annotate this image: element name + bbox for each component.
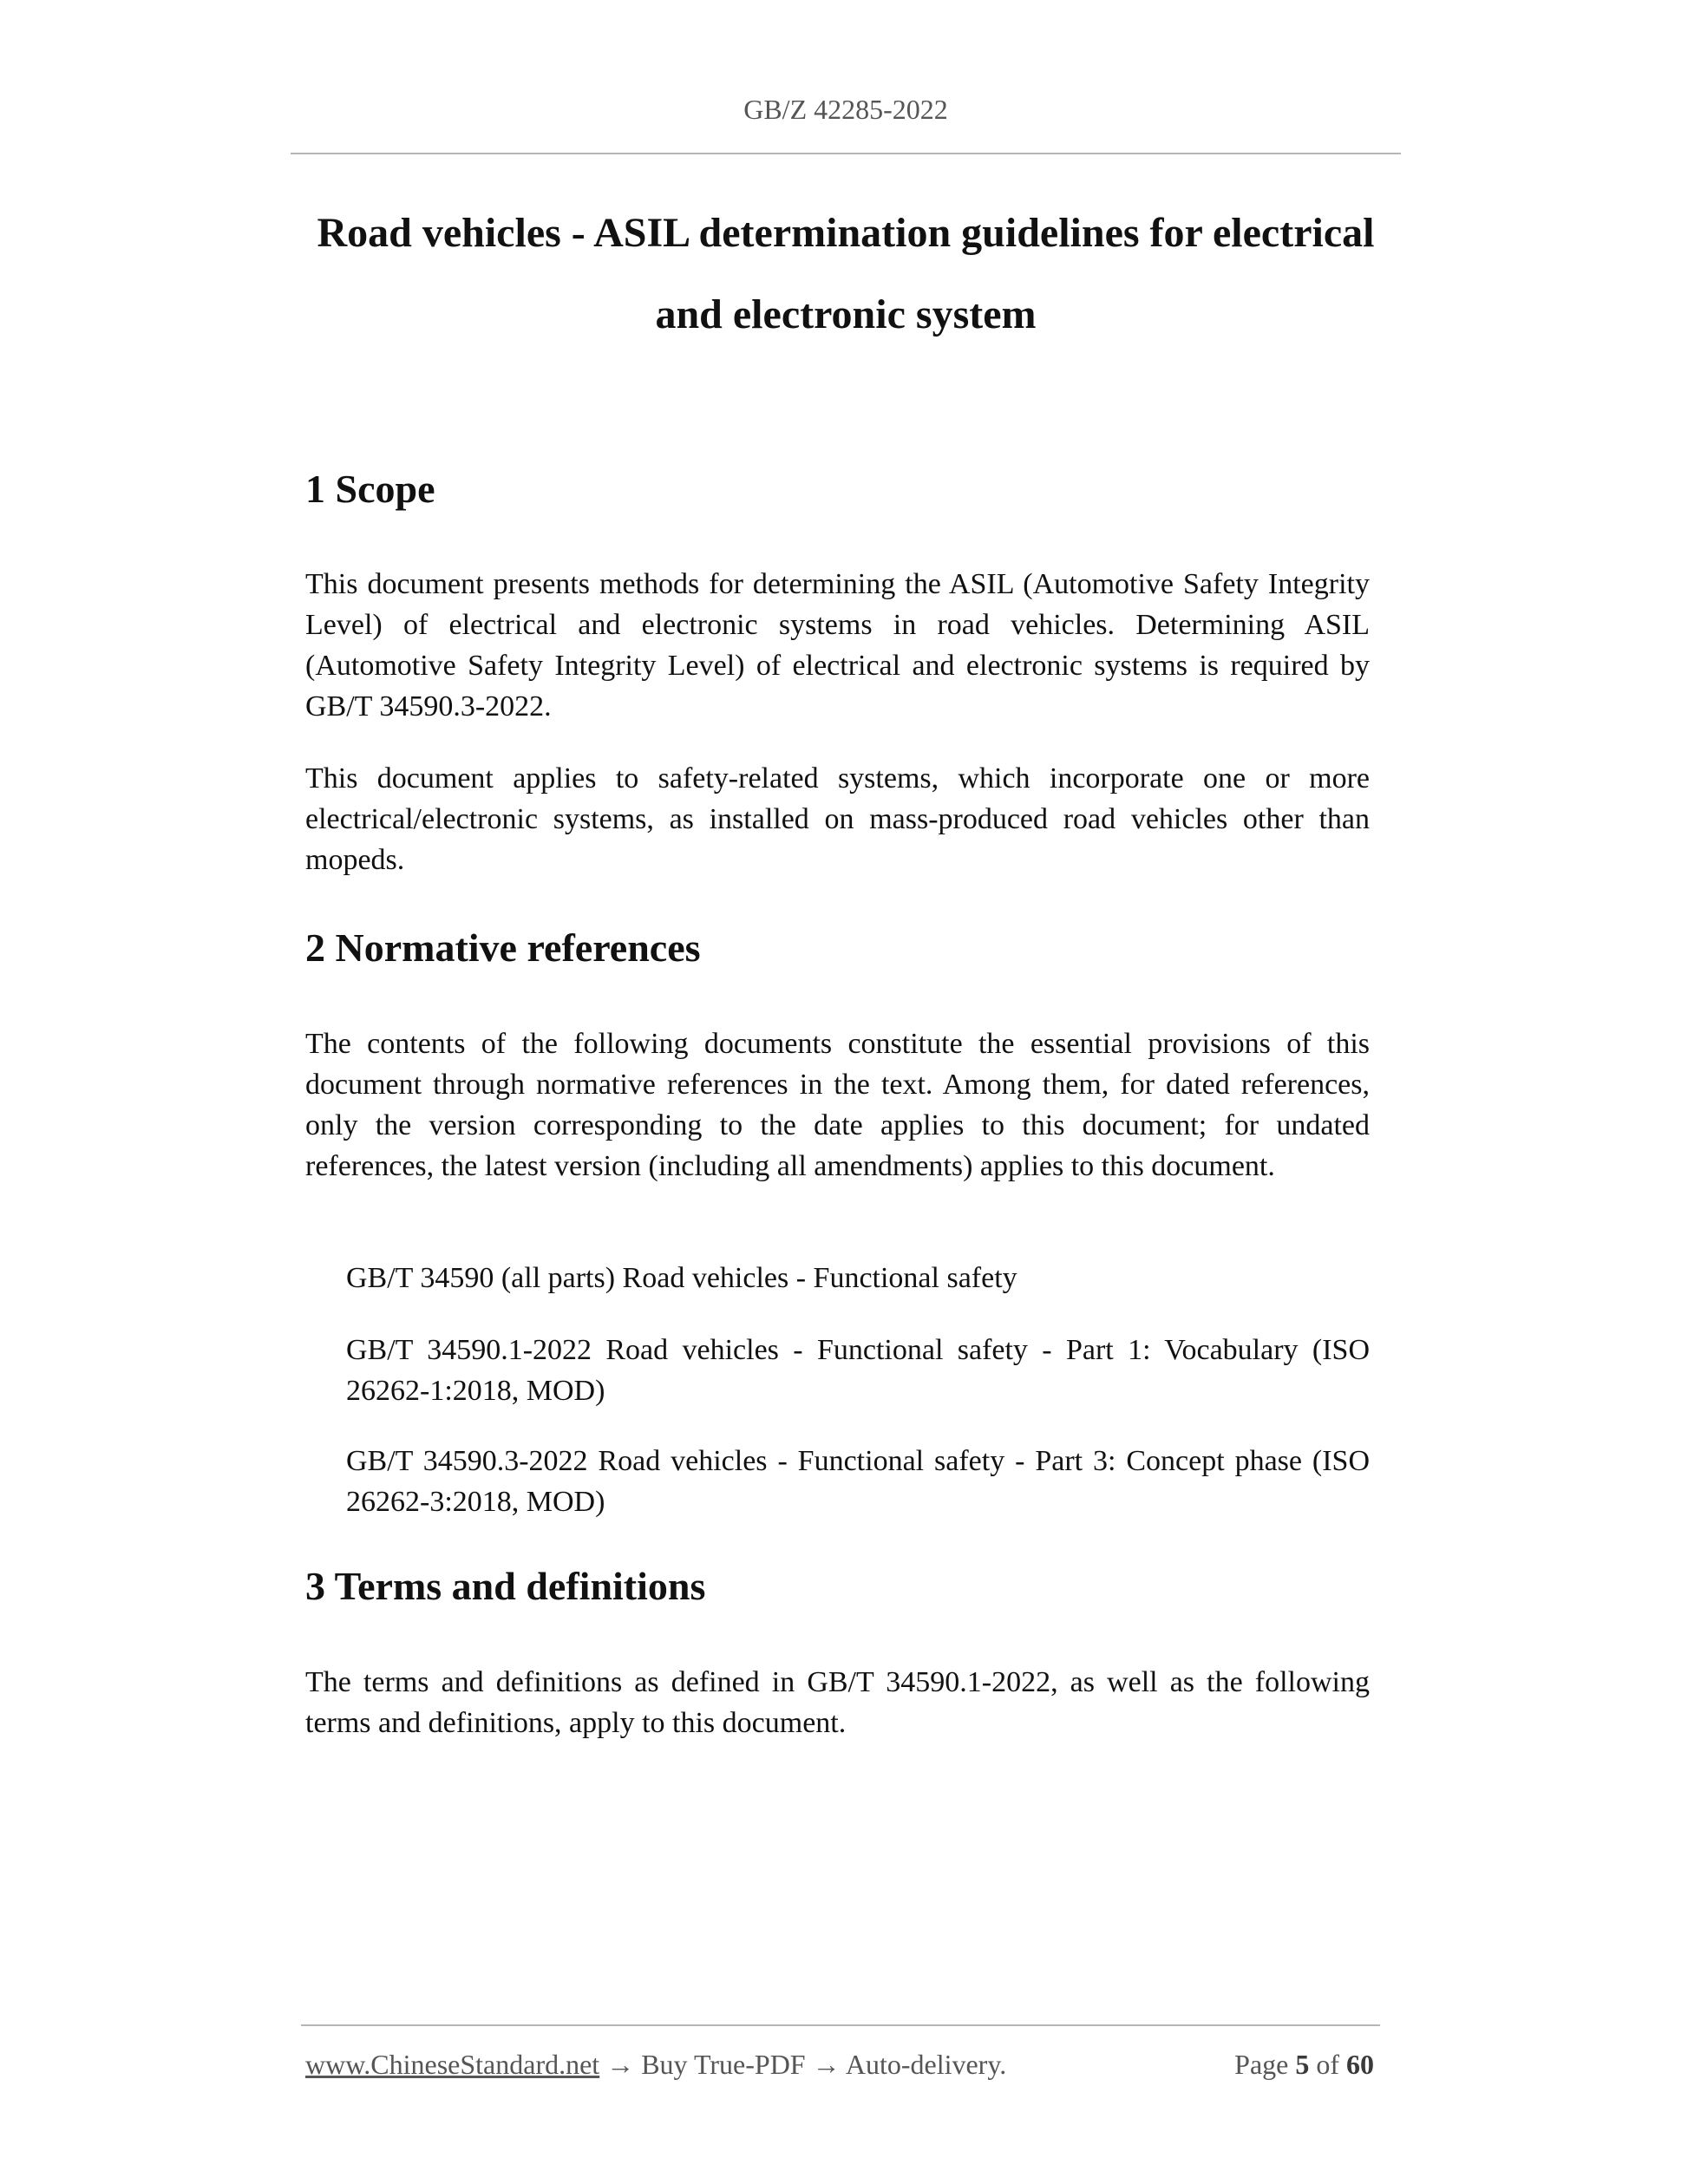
footer-auto-delivery-text: Auto-delivery.: [845, 2049, 1007, 2080]
page-header-doc-number: GB/Z 42285-2022: [743, 94, 948, 125]
arrow-right-icon: →: [606, 2049, 635, 2080]
page-number: [1234, 2049, 1374, 2081]
document-title-line-2: and electronic system: [655, 291, 1037, 337]
scope-paragraph-1: This document presents methods for determining the ASIL (Automotive Safety Integrity Level) of electrical and electronic systems in road vehicles. Determining ASIL (Automotive Safety Integrity Level) of electrical and electronic systems is required by GB/T 34590.3-2022.: [305, 568, 1370, 723]
terms-paragraph: The terms and definitions as defined in GB/T 34590.1-2022, as well as the following terms and definitions, apply to this document.: [305, 1666, 1370, 1739]
header-divider: [291, 153, 1401, 154]
footer-buy-text: Buy True-PDF: [641, 2049, 806, 2080]
normative-reference-3: GB/T 34590.3-2022 Road vehicles - Functional safety - Part 3: Concept phase (ISO 26262-3:2018, MOD): [346, 1445, 1370, 1518]
document-title-line-1: Road vehicles - ASIL determination guidelines for electrical: [317, 210, 1375, 256]
page-current: 5: [1295, 2049, 1310, 2080]
normative-reference-2: GB/T 34590.1-2022 Road vehicles - Functional safety - Part 1: Vocabulary (ISO 26262-1:2018, MOD): [346, 1334, 1370, 1407]
scope-paragraph-2: This document applies to safety-related systems, which incorporate one or more electrical/electronic systems, as installed on mass-produced road vehicles other than mopeds.: [305, 762, 1370, 876]
section-heading-terms: 3 Terms and definitions: [305, 1564, 706, 1608]
footer-divider: [301, 2024, 1380, 2026]
normative-reference-1: GB/T 34590 (all parts) Road vehicles - Functional safety: [346, 1262, 1017, 1294]
section-heading-normative-references: 2 Normative references: [305, 925, 701, 970]
footer-promo: [305, 2049, 1006, 2081]
document-title: [291, 193, 1401, 356]
section-heading-scope: 1 Scope: [305, 467, 435, 511]
page-total: 60: [1346, 2049, 1374, 2080]
page-of-label: of: [1316, 2049, 1339, 2080]
arrow-right-icon: →: [812, 2049, 841, 2080]
page-label: Page: [1234, 2049, 1289, 2080]
normative-paragraph: The contents of the following documents constitute the essential provisions of this document through normative references in the text. Among them, for dated references, only the version corresponding to the date applies to this document; for undated references, the latest version (including all amendments) applies to this document.: [305, 1028, 1370, 1182]
website-link[interactable]: www.ChineseStandard.net: [305, 2049, 600, 2080]
